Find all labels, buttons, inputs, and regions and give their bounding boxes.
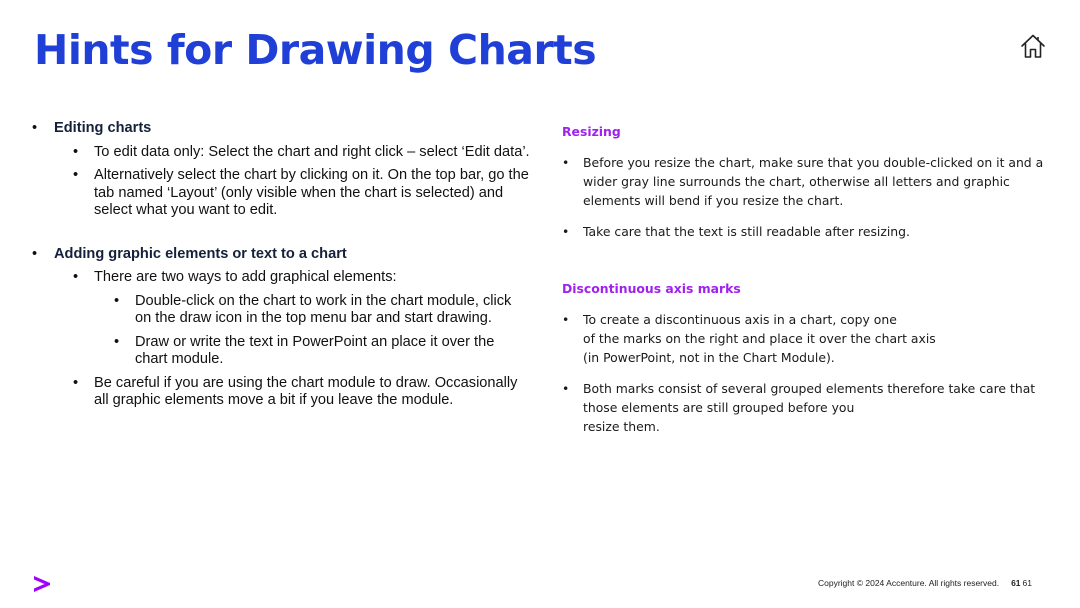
bullet: • [114,292,120,309]
bullet: • [73,167,79,183]
bullet: • [562,312,570,327]
section-heading-resizing: Resizing [562,124,621,139]
bullet: • [32,120,38,136]
sub-list-item [54,334,530,369]
list-item [54,375,530,410]
copyright-text: Copyright © 2024 Accenture. All rights reserved. [818,578,1000,588]
sub-list-item [54,293,530,328]
accenture-arrow-icon [33,574,51,594]
list-item-text: Before you resize the chart, make sure that you double-clicked on it and a wider gray line surrounds the chart, otherwise all letters and graphic elements will bend if you resize the chart. [583,155,1044,208]
bullet: • [73,269,79,285]
list-item-text: Take care that the text is still readable after resizing. [583,224,910,239]
left-column [30,120,530,410]
bullet: • [73,143,79,160]
page-title: Hints for Drawing Charts [34,26,597,74]
list-item-text: Be careful if you are using the chart module to draw. Occasionally all graphic elements move a bit if you leave the module. [94,374,518,408]
bullet: • [32,245,38,262]
list-item-text: Alternatively select the chart by clicking on it. On the top bar, go the tab named ‘Layout’ (only visible when the chart is selected) and select what you want to edit. [94,167,529,218]
right-column [562,122,1062,448]
list-item-text: Double-click on the chart to work in the chart module, click on the draw icon in the top menu bar and start drawing. [135,292,512,326]
list-item-text: There are two ways to add graphical elements: [94,269,397,285]
section-editing-charts [30,120,530,220]
page-number: 61 [1011,578,1021,588]
list-item-text: To create a discontinuous axis in a chart, copy one of the marks on the right and place it over the chart axis (in PowerPoint, not in the Chart Module). [583,312,936,365]
list-item [54,269,530,287]
section-adding-graphics [30,246,530,410]
list-item [562,379,1062,436]
list-item [562,153,1062,210]
bullet: • [114,333,120,350]
section-heading: Editing charts [54,120,152,136]
list-item [54,167,530,220]
home-icon[interactable] [1019,32,1047,60]
list-item-text: Draw or write the text in PowerPoint an place it over the chart module. [135,333,495,367]
list-item-text: Both marks consist of several grouped elements therefore take care that those elements are still grouped before you resize them. [583,381,1036,434]
bullet: • [562,224,570,239]
list-item [562,222,1062,241]
bullet: • [562,155,570,170]
list-item-text: To edit data only: Select the chart and right click – select ‘Edit data’. [94,143,530,160]
section-heading-axis-marks: Discontinuous axis marks [562,281,741,296]
list-item [562,310,1062,367]
section-heading: Adding graphic elements or text to a chart [54,245,347,262]
footer [818,578,1032,588]
page-number-secondary: 61 [1022,578,1033,588]
bullet: • [562,381,570,396]
list-item [54,144,530,162]
bullet: • [73,374,79,391]
